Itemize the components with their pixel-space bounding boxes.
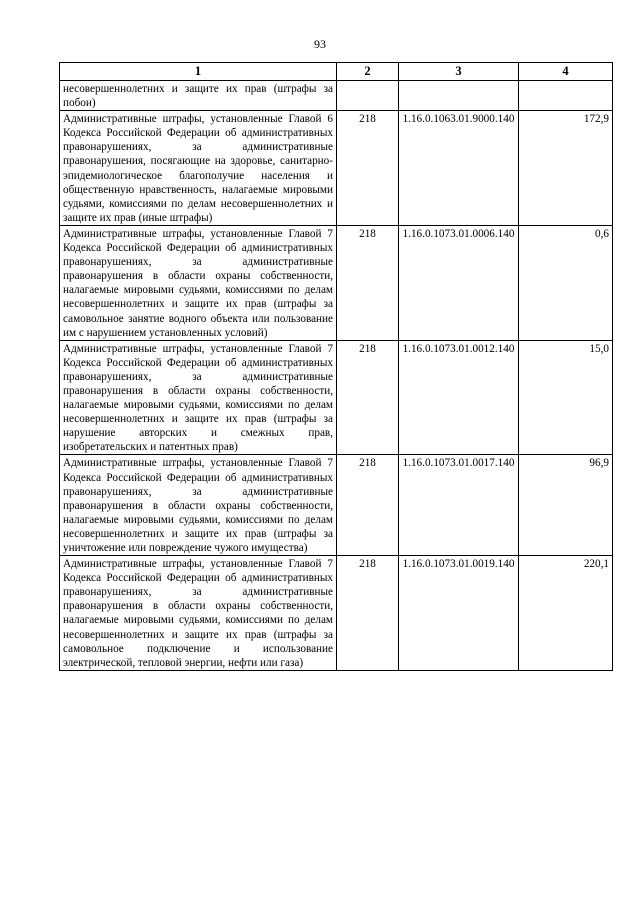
amount-cell <box>519 81 613 111</box>
kbk-cell: 1.16.0.1063.01.9000.140 <box>399 111 519 226</box>
table-row <box>60 455 613 556</box>
column-header: 3 <box>399 63 519 81</box>
page-number: 93 <box>314 37 326 51</box>
table-row <box>60 340 613 455</box>
code-cell: 218 <box>337 340 399 455</box>
table-header-row <box>60 63 613 81</box>
amount-cell: 0,6 <box>519 225 613 340</box>
code-cell <box>337 81 399 111</box>
kbk-cell: 1.16.0.1073.01.0012.140 <box>399 340 519 455</box>
table-row <box>60 225 613 340</box>
description-cell: Административные штрафы, установленные Главой 6 Кодекса Российской Федерации об административных правонарушениях, за административные правонарушения, посягающие на здоровье, санитарно-эпидемиологическое благополучие населения и общественную нравственность, налагаемые мировыми судьями, комиссиями по делам несовершеннолетних и защите их прав (иные штрафы) <box>60 111 337 226</box>
column-header: 2 <box>337 63 399 81</box>
description-cell: несовершеннолетних и защите их прав (штрафы за побои) <box>60 81 337 111</box>
description-cell: Административные штрафы, установленные Главой 7 Кодекса Российской Федерации об административных правонарушениях, за административные правонарушения в области охраны собственности, налагаемые мировыми судьями, комиссиями по делам несовершеннолетних и защите их прав (штрафы за уничтожение или повреждение чужого имущества) <box>60 455 337 556</box>
kbk-cell: 1.16.0.1073.01.0006.140 <box>399 225 519 340</box>
kbk-cell: 1.16.0.1073.01.0019.140 <box>399 556 519 671</box>
amount-cell: 172,9 <box>519 111 613 226</box>
amount-cell: 15,0 <box>519 340 613 455</box>
code-cell: 218 <box>337 556 399 671</box>
table-row <box>60 556 613 671</box>
kbk-cell <box>399 81 519 111</box>
code-cell: 218 <box>337 111 399 226</box>
amount-cell: 96,9 <box>519 455 613 556</box>
description-cell: Административные штрафы, установленные Главой 7 Кодекса Российской Федерации об административных правонарушениях, за административные правонарушения в области охраны собственности, налагаемые мировыми судьями, комиссиями по делам несовершеннолетних и защите их прав (штрафы за самовольное подключение и использование электрической, тепловой энергии, нефти или газа) <box>60 556 337 671</box>
amount-cell: 220,1 <box>519 556 613 671</box>
description-cell: Административные штрафы, установленные Главой 7 Кодекса Российской Федерации об административных правонарушениях, за административные правонарушения в области охраны собственности, налагаемые мировыми судьями, комиссиями по делам несовершеннолетних и защите их прав (штрафы за самовольное занятие водного объекта или пользование им с нарушением установленных условий) <box>60 225 337 340</box>
table-row <box>60 111 613 226</box>
table-row <box>60 81 613 111</box>
code-cell: 218 <box>337 455 399 556</box>
column-header: 4 <box>519 63 613 81</box>
description-cell: Административные штрафы, установленные Главой 7 Кодекса Российской Федерации об административных правонарушениях, за административные правонарушения в области охраны собственности, налагаемые мировыми судьями, комиссиями по делам несовершеннолетних и защите их прав (штрафы за нарушение авторских и смежных прав, изобретательских и патентных прав) <box>60 340 337 455</box>
code-cell: 218 <box>337 225 399 340</box>
column-header: 1 <box>60 63 337 81</box>
revenue-table <box>59 62 613 671</box>
kbk-cell: 1.16.0.1073.01.0017.140 <box>399 455 519 556</box>
